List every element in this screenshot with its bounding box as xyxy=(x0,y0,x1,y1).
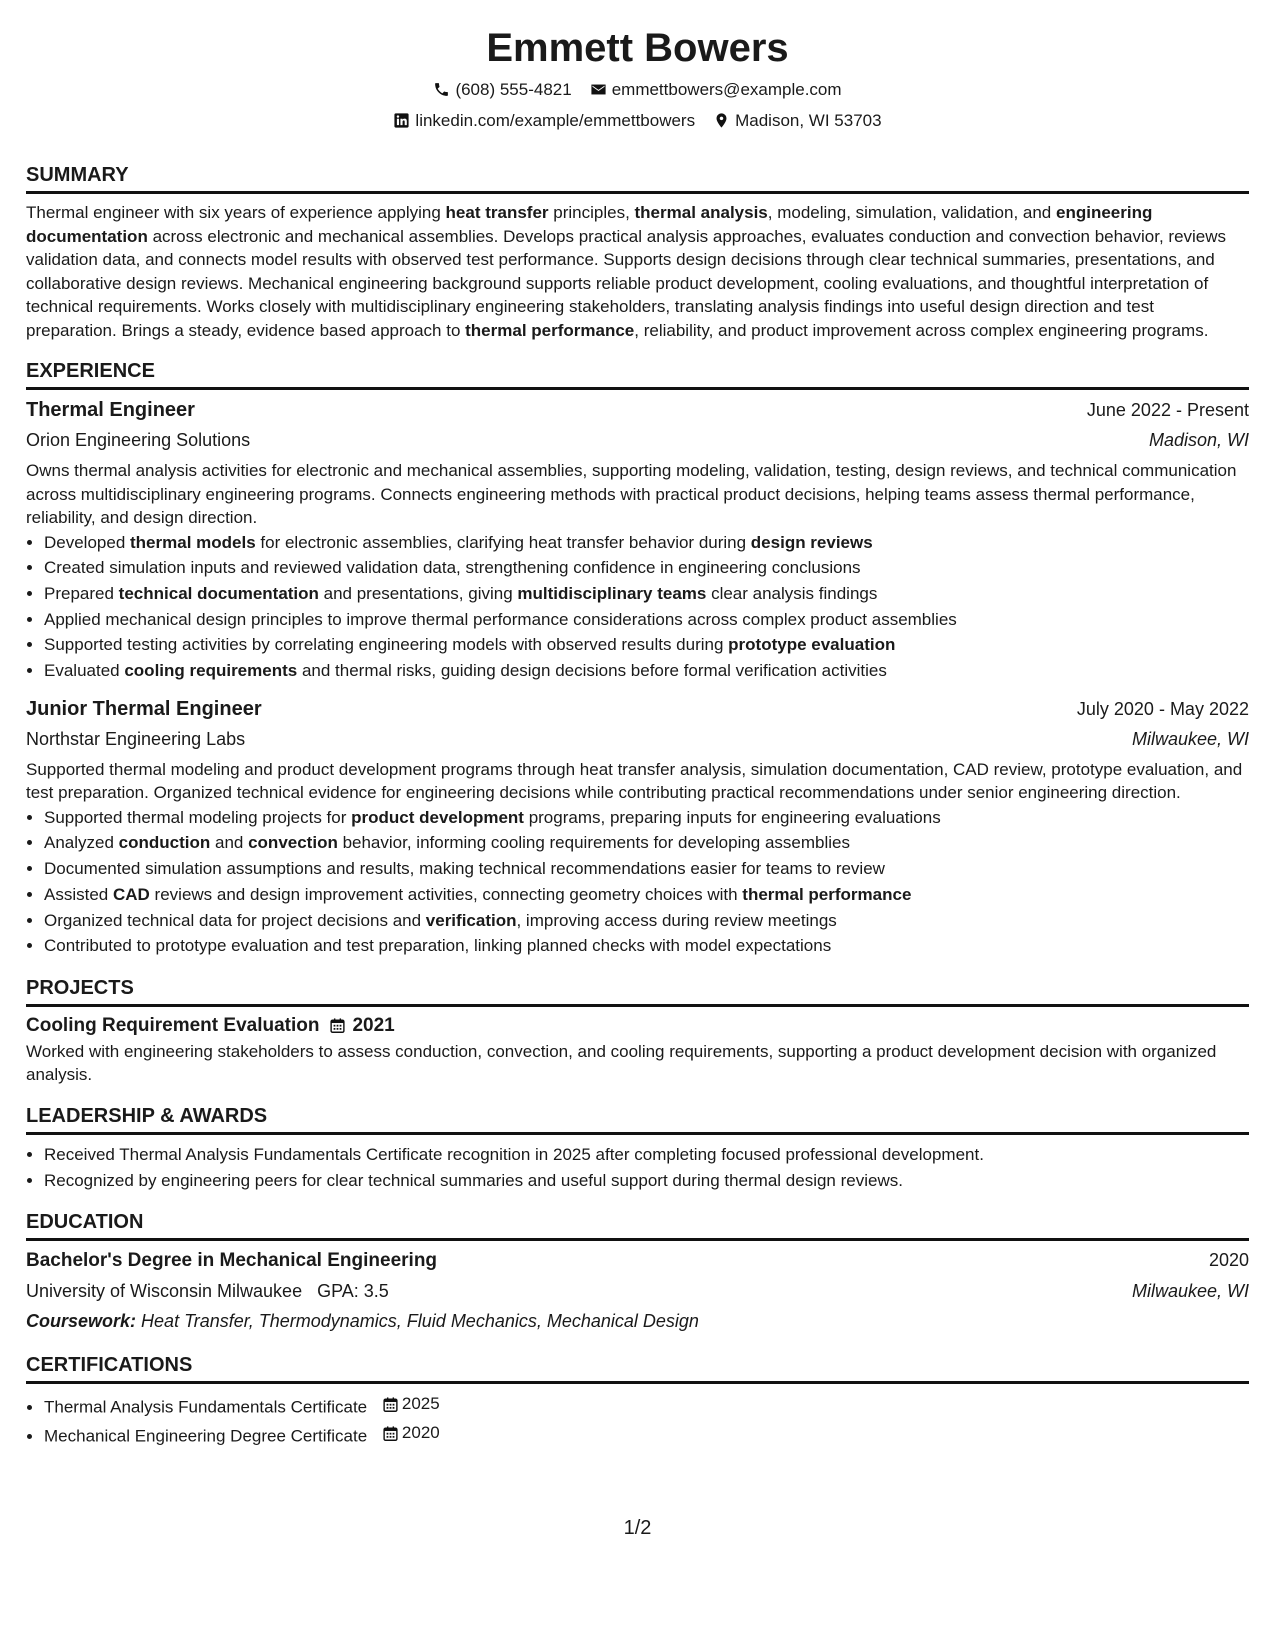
calendar-icon xyxy=(382,1396,399,1413)
text-run: Contributed to prototype evaluation and test preparation, linking planned checks with model expectations xyxy=(44,936,832,956)
calendar-icon xyxy=(329,1017,346,1034)
bold-keyword: product development xyxy=(351,807,524,827)
bold-keyword: technical documentation xyxy=(118,583,319,603)
school-location: Milwaukee, WI xyxy=(1131,1281,1249,1302)
job-bullet xyxy=(44,530,1249,556)
summary-text xyxy=(26,201,1249,342)
certification-year: 2020 xyxy=(401,1423,440,1443)
contact-phone xyxy=(433,74,571,105)
text-run: , modeling, simulation, validation, and xyxy=(767,203,1056,222)
leadership-heading: LEADERSHIP & AWARDS xyxy=(26,1103,1249,1135)
bold-keyword: verification xyxy=(425,910,517,930)
contact-location xyxy=(713,105,881,136)
education-heading: EDUCATION xyxy=(26,1209,1249,1241)
project-name: Cooling Requirement Evaluation xyxy=(26,1014,320,1036)
bold-keyword: design reviews xyxy=(750,532,873,552)
job-bullet xyxy=(44,607,1249,633)
experience-entry xyxy=(26,694,1249,959)
leadership-item: • Received Thermal Analysis Fundamentals Certificate recognition in 2025 after completing focused professional development. xyxy=(44,1142,1249,1168)
job-location: Madison, WI xyxy=(1148,430,1249,450)
text-run: Prepared xyxy=(44,583,119,603)
job-bullet xyxy=(44,856,1249,882)
job-bullet xyxy=(44,632,1249,658)
leadership-item: • Recognized by engineering peers for clear technical summaries and useful support during thermal design reviews. xyxy=(44,1168,1249,1194)
text-run: Documented simulation assumptions and results, making technical recommendations easier for teams to review xyxy=(44,859,885,879)
certifications-heading: CERTIFICATIONS xyxy=(26,1352,1249,1384)
certification-name: Thermal Analysis Fundamentals Certificate xyxy=(44,1397,368,1417)
job-location: Milwaukee, WI xyxy=(1131,728,1249,749)
company-name: Orion Engineering Solutions xyxy=(26,430,251,450)
certification-item xyxy=(44,1391,1249,1420)
project-description: Worked with engineering stakeholders to assess conduction, convection, and cooling requirements, supporting a product development decision with organized analysis. xyxy=(26,1041,1217,1085)
certifications-list xyxy=(26,1391,1249,1449)
education-section xyxy=(26,1209,1249,1336)
job-bullet xyxy=(44,658,1249,684)
bold-keyword: engineering documentation xyxy=(26,203,1153,246)
bold-keyword: thermal analysis xyxy=(634,203,768,222)
certification-year: 2025 xyxy=(401,1394,440,1414)
text-run: across electronic and mechanical assemblies. Develops practical analysis approaches, evaluates conduction and convection behavior, reviews validation data, and connects model results with observed test performance. Supports design decisions through clear technical summaries, presentations, and collaborative design reviews. Mechanical engineering background supports reliable product development, cooling evaluations, and thoughtful interpretation of technical requirements. Works closely with multidisciplinary engineering stakeholders, translating analysis findings into useful design direction and test preparation. Brings a steady, evidence based approach to xyxy=(26,226,1227,340)
text-run: clear analysis findings xyxy=(706,583,878,603)
bold-keyword: conduction xyxy=(118,833,211,853)
degree-year: 2020 xyxy=(1208,1250,1249,1271)
location-text: Madison, WI 53703 xyxy=(735,111,882,130)
company-row xyxy=(26,425,1249,455)
job-dates: June 2022 - Present xyxy=(1086,400,1249,420)
project-title-row xyxy=(26,1011,395,1040)
school-line xyxy=(26,1276,389,1306)
text-run: Analyzed xyxy=(44,833,119,853)
bold-keyword: CAD xyxy=(112,884,150,904)
contact-linkedin[interactable] xyxy=(393,105,695,136)
text-run: and presentations, giving xyxy=(318,583,518,603)
job-bullet xyxy=(44,882,1249,908)
job-title: Thermal Engineer xyxy=(26,399,195,421)
linkedin-text[interactable]: linkedin.com/example/emmettbowers xyxy=(415,111,696,130)
bold-keyword: cooling requirements xyxy=(124,661,298,681)
text-run: Applied mechanical design principles to improve thermal performance considerations across complex product assemblies xyxy=(44,609,957,629)
project-year: 2021 xyxy=(352,1014,395,1036)
phone-text: (608) 555-4821 xyxy=(455,80,572,99)
job-title-row xyxy=(26,395,1249,425)
resume-header xyxy=(26,22,1249,136)
bold-keyword: heat transfer xyxy=(445,203,549,222)
calendar-icon xyxy=(382,1425,399,1442)
coursework-list: Heat Transfer, Thermodynamics, Fluid Mechanics, Mechanical Design xyxy=(141,1311,699,1332)
education-school-row xyxy=(26,1276,1249,1306)
linkedin-icon xyxy=(393,112,410,129)
degree-name: Bachelor's Degree in Mechanical Engineering xyxy=(26,1250,438,1272)
coursework-line xyxy=(26,1306,1249,1336)
job-description: Owns thermal analysis activities for electronic and mechanical assemblies, supporting modeling, validation, testing, design reviews, and technical communication across multidisciplinary engineering programs. Connects engineering methods with practical product decisions, helping teams assess thermal performance, reliability, and design direction. xyxy=(26,461,1237,527)
coursework-label: Coursework: xyxy=(26,1311,137,1332)
job-bullets xyxy=(26,805,1249,959)
job-bullet xyxy=(44,830,1249,856)
job-bullets xyxy=(26,530,1249,684)
candidate-name: Emmett Bowers xyxy=(486,26,789,70)
contact-row-2 xyxy=(26,105,1249,136)
text-run: , improving access during review meetings xyxy=(516,910,837,930)
job-bullet xyxy=(44,805,1249,831)
job-title-row xyxy=(26,694,1249,724)
page-number: 1/2 xyxy=(623,1517,652,1539)
job-title: Junior Thermal Engineer xyxy=(26,697,262,720)
text-run: for electronic assemblies, clarifying heat transfer behavior during xyxy=(255,532,751,552)
email-text[interactable]: emmettbowers@example.com xyxy=(611,80,842,99)
text-run: Supported testing activities by correlating engineering models with observed results during xyxy=(44,635,729,655)
text-run: and thermal risks, guiding design decisions before formal verification activities xyxy=(297,661,887,681)
summary-heading: SUMMARY xyxy=(26,162,1249,194)
text-run: principles, xyxy=(548,203,635,222)
text-run: and xyxy=(210,833,249,853)
projects-section xyxy=(26,975,1249,1087)
job-bullet xyxy=(44,933,1249,959)
text-run: Thermal engineer with six years of experience applying xyxy=(26,203,446,222)
certification-item xyxy=(44,1420,1249,1449)
text-run: programs, preparing inputs for engineering evaluations xyxy=(523,807,941,827)
experience-section xyxy=(26,358,1249,959)
text-run: behavior, informing cooling requirements for developing assemblies xyxy=(337,833,851,853)
leadership-list xyxy=(26,1142,1249,1193)
map-pin-icon xyxy=(713,112,730,129)
certification-name: Mechanical Engineering Degree Certificate xyxy=(44,1426,368,1446)
company-row xyxy=(26,724,1249,754)
gpa: GPA: 3.5 xyxy=(317,1281,389,1302)
job-description: Supported thermal modeling and product development programs through heat transfer analysis, simulation documentation, CAD review, prototype evaluation, and test preparation. Organized technical evidence for engineering decisions while contributing practical recommendations under senior engineering direction. xyxy=(26,759,1243,803)
envelope-icon xyxy=(590,81,607,98)
job-dates: July 2020 - May 2022 xyxy=(1076,698,1249,719)
bold-keyword: prototype evaluation xyxy=(728,635,896,655)
phone-icon xyxy=(433,81,450,98)
text-run: Assisted xyxy=(44,884,113,904)
bold-keyword: thermal models xyxy=(130,532,256,552)
contact-email[interactable] xyxy=(590,74,842,105)
company-name: Northstar Engineering Labs xyxy=(26,728,246,749)
education-degree-row xyxy=(26,1245,1249,1276)
bold-keyword: multidisciplinary teams xyxy=(517,583,707,603)
school-name: University of Wisconsin Milwaukee xyxy=(26,1281,303,1302)
text-run: , reliability, and product improvement across complex engineering programs. xyxy=(634,320,1209,340)
text-run: Evaluated xyxy=(44,661,125,681)
text-run: Developed xyxy=(44,532,131,552)
text-run: Supported thermal modeling projects for xyxy=(44,807,352,827)
job-bullet xyxy=(44,555,1249,581)
certifications-section xyxy=(26,1352,1249,1449)
job-bullet xyxy=(44,908,1249,934)
summary-section xyxy=(26,162,1249,342)
text-run: Organized technical data for project decisions and xyxy=(44,910,426,930)
experience-entry xyxy=(26,395,1249,684)
contact-row-1 xyxy=(26,74,1249,105)
text-run: reviews and design improvement activities, connecting geometry choices with xyxy=(149,884,743,904)
job-bullet xyxy=(44,581,1249,607)
text-run: Created simulation inputs and reviewed validation data, strengthening confidence in engineering conclusions xyxy=(44,558,861,578)
bold-keyword: thermal performance xyxy=(465,320,635,340)
bold-keyword: convection xyxy=(248,833,338,853)
projects-heading: PROJECTS xyxy=(26,975,1249,1007)
leadership-section xyxy=(26,1103,1249,1193)
bold-keyword: thermal performance xyxy=(742,884,912,904)
experience-heading: EXPERIENCE xyxy=(26,358,1249,390)
